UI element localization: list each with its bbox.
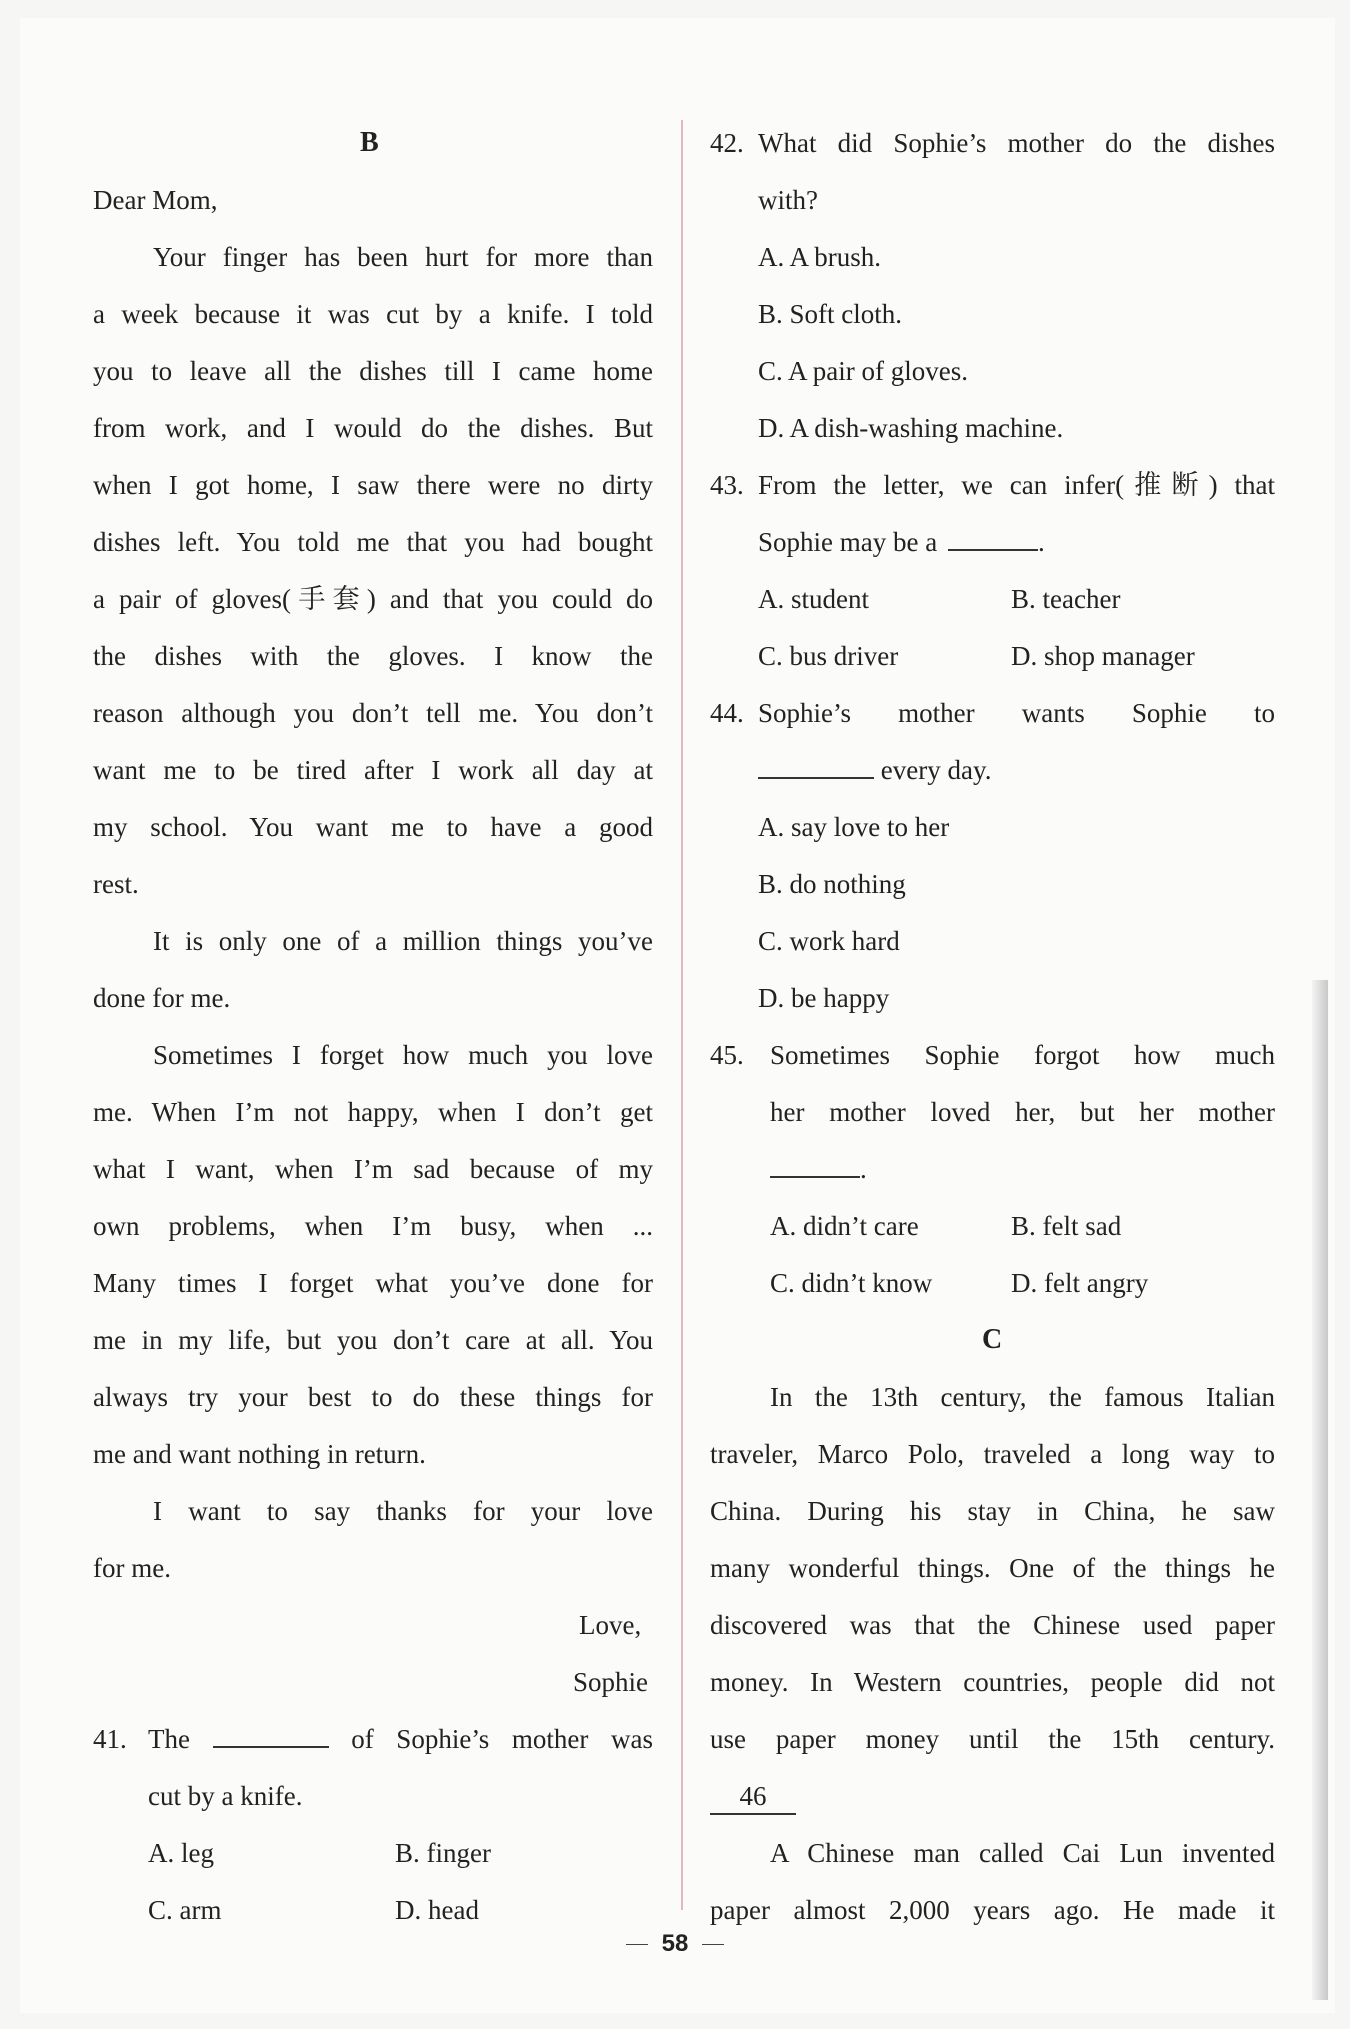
option-a[interactable]: A. say love to her xyxy=(758,812,950,842)
passage-b-line: me and want nothing in return. xyxy=(93,1439,426,1469)
period: . xyxy=(1037,527,1045,557)
question-44-text: Sophie’s mother wants Sophie to xyxy=(758,698,1275,728)
page-edge-shadow xyxy=(1312,980,1328,2000)
question-42-number: 42. xyxy=(710,128,744,158)
option-a[interactable]: A. A brush. xyxy=(758,242,882,272)
passage-c-line: discovered was that the Chinese used paper xyxy=(710,1610,1275,1640)
passage-c-line: China. During his stay in China, he saw xyxy=(710,1496,1275,1526)
question-45-text: Sometimes Sophie forgot how much xyxy=(770,1040,1275,1070)
passage-b-line: rest. xyxy=(93,869,139,899)
passage-b-line: own problems, when I’m busy, when ... xyxy=(93,1211,653,1241)
option-c[interactable]: C. work hard xyxy=(758,926,900,956)
option-d[interactable]: D. shop manager xyxy=(1011,641,1195,671)
page-number: 58 xyxy=(661,1930,689,1957)
salutation: Dear Mom, xyxy=(93,185,218,215)
column-divider xyxy=(681,120,683,1910)
question-41-stem xyxy=(148,1719,653,1759)
option-c[interactable]: C. didn’t know xyxy=(770,1268,933,1298)
passage-b-line: It is only one of a million things you’ve xyxy=(153,926,653,956)
passage-b-line: for me. xyxy=(93,1553,171,1583)
passage-b-title: B xyxy=(360,127,379,158)
answer-46-label: 46 xyxy=(710,1779,796,1815)
passage-b-line: Your finger has been hurt for more than xyxy=(153,242,653,272)
answer-blank[interactable] xyxy=(213,1720,329,1748)
option-c[interactable]: C. A pair of gloves. xyxy=(758,356,968,386)
question-41-number: 41. xyxy=(93,1724,127,1754)
question-42-text: What did Sophie’s mother do the dishes xyxy=(758,128,1275,158)
passage-c-line: In the 13th century, the famous Italian xyxy=(770,1382,1275,1412)
question-44-number: 44. xyxy=(710,698,744,728)
option-d[interactable]: D. be happy xyxy=(758,983,890,1013)
passage-b-line: me. When I’m not happy, when I don’t get xyxy=(93,1097,653,1127)
option-b[interactable]: B. felt sad xyxy=(1011,1211,1122,1241)
question-42-text: with? xyxy=(758,185,818,215)
passage-b-line: when I got home, I saw there were no dirty xyxy=(93,470,653,500)
footer-dash xyxy=(702,1944,724,1945)
letter-signature: Sophie xyxy=(573,1667,649,1697)
period: . xyxy=(860,1154,867,1184)
footer-dash xyxy=(626,1944,648,1945)
question-43-text: From the letter, we can infer(推断) that xyxy=(758,470,1275,500)
passage-b-line: from work, and I would do the dishes. But xyxy=(93,413,653,443)
option-d[interactable]: D. felt angry xyxy=(1011,1268,1149,1298)
passage-c-title: C xyxy=(982,1324,1003,1355)
question-45-number: 45. xyxy=(710,1040,744,1070)
option-a[interactable]: A. didn’t care xyxy=(770,1211,919,1241)
passage-c-line: many wonderful things. One of the things he xyxy=(710,1553,1275,1583)
question-41-text: of Sophie’s mother was xyxy=(351,1724,653,1754)
passage-c-line: traveler, Marco Polo, traveled a long way to xyxy=(710,1439,1275,1469)
passage-c-line: paper almost 2,000 years ago. He made it xyxy=(710,1895,1275,1925)
question-43-stem xyxy=(758,522,1045,562)
answer-blank[interactable] xyxy=(758,751,874,779)
passage-b-line: me in my life, but you don’t care at all. You xyxy=(93,1325,653,1355)
question-43-number: 43. xyxy=(710,470,744,500)
option-d[interactable]: D. head xyxy=(395,1895,479,1925)
passage-b-line: Sometimes I forget how much you love xyxy=(153,1040,653,1070)
answer-blank[interactable] xyxy=(948,523,1038,551)
question-41-text: The xyxy=(148,1724,190,1754)
option-b[interactable]: B. teacher xyxy=(1011,584,1121,614)
passage-b-line: the dishes with the gloves. I know the xyxy=(93,641,653,671)
answer-blank[interactable] xyxy=(770,1150,860,1178)
question-43-text: Sophie may be a xyxy=(758,527,938,557)
passage-b-line: a pair of gloves(手套) and that you could do xyxy=(93,584,653,614)
passage-b-line: a week because it was cut by a knife. I told xyxy=(93,299,653,329)
option-c[interactable]: C. arm xyxy=(148,1895,222,1925)
passage-b-line: my school. You want me to have a good xyxy=(93,812,653,842)
option-b[interactable]: B. do nothing xyxy=(758,869,906,899)
option-c[interactable]: C. bus driver xyxy=(758,641,899,671)
passage-b-line: you to leave all the dishes till I came home xyxy=(93,356,653,386)
letter-closing: Love, xyxy=(579,1610,642,1640)
passage-c-line: use paper money until the 15th century. xyxy=(710,1724,1275,1754)
passage-b-line: what I want, when I’m sad because of my xyxy=(93,1154,653,1184)
passage-b-line: want me to be tired after I work all day at xyxy=(93,755,653,785)
passage-b-line: dishes left. You told me that you had bought xyxy=(93,527,653,557)
passage-b-line: reason although you don’t tell me. You don’t xyxy=(93,698,653,728)
option-b[interactable]: B. finger xyxy=(395,1838,491,1868)
passage-b-line: always try your best to do these things for xyxy=(93,1382,653,1412)
passage-c-line: money. In Western countries, people did not xyxy=(710,1667,1275,1697)
passage-c-line: A Chinese man called Cai Lun invented xyxy=(770,1838,1275,1868)
passage-b-line: done for me. xyxy=(93,983,231,1013)
option-a[interactable]: A. leg xyxy=(148,1838,214,1868)
answer-46[interactable] xyxy=(710,1776,796,1816)
question-44-stem xyxy=(758,750,991,790)
question-44-text: every day. xyxy=(880,755,992,785)
question-41-text: cut by a knife. xyxy=(148,1781,303,1811)
question-45-stem xyxy=(770,1149,867,1189)
passage-b-line: Many times I forget what you’ve done for xyxy=(93,1268,653,1298)
question-45-text: her mother loved her, but her mother xyxy=(770,1097,1275,1127)
option-a[interactable]: A. student xyxy=(758,584,869,614)
passage-b-line: I want to say thanks for your love xyxy=(153,1496,653,1526)
option-d[interactable]: D. A dish-washing machine. xyxy=(758,413,1064,443)
page-footer xyxy=(0,1930,1350,1958)
option-b[interactable]: B. Soft cloth. xyxy=(758,299,903,329)
